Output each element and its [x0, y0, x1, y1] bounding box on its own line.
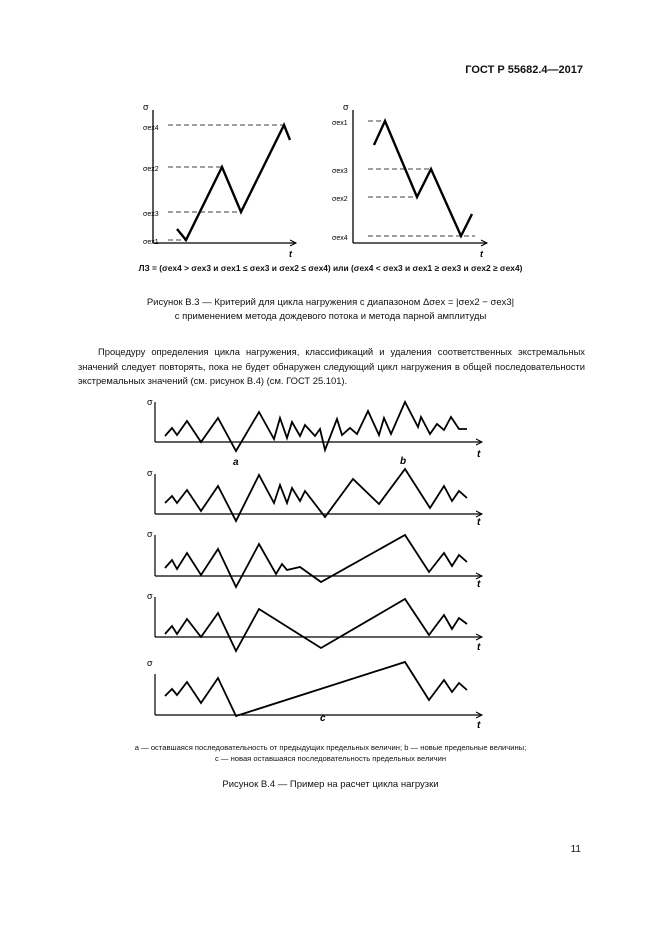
left-y-label: σ	[143, 102, 149, 112]
b4-y-label-3: σ	[147, 529, 153, 539]
sequence-2	[165, 469, 467, 521]
marker-a: a	[233, 457, 239, 468]
b4-y-label-2: σ	[147, 468, 153, 478]
left-level-1: σex4	[143, 125, 159, 132]
document-header: ГОСТ Р 55682.4—2017	[465, 64, 583, 76]
marker-b: b	[400, 456, 407, 467]
criterion-formula: ЛЗ = (σex4 > σex3 и σex1 ≤ σex3 и σex2 ≤ σex4) или (σex4 < σex3 и σex1 ≥ σex3 и σex2 ≥ σex4)	[138, 263, 523, 273]
sequence-3	[165, 535, 467, 587]
right-x-label: t	[480, 249, 483, 259]
figure-b3-caption-line1: Рисунок В.3 — Критерий для цикла нагружения с диапазоном Δσex = |σex2 − σex3|	[146, 297, 515, 308]
right-level-4: σex4	[332, 235, 348, 242]
right-level-1: σex1	[332, 120, 348, 127]
b4-x-label-2: t	[477, 517, 481, 528]
left-x-label: t	[289, 249, 292, 259]
left-level-2: σex2	[143, 166, 159, 173]
sequence-1	[165, 402, 467, 451]
right-level-3: σex2	[332, 196, 348, 203]
b4-x-label-5: t	[477, 720, 481, 731]
b4-x-label-4: t	[477, 642, 481, 653]
b4-x-label-3: t	[477, 579, 481, 590]
figure-b4-legend-line2: c — новая оставшаяся последовательность предельных величин	[214, 754, 447, 763]
figure-b4-legend-line1: a — оставшаяся последовательность от предыдущих предельных величин; b — новые предельные величины;	[134, 743, 527, 752]
figure-b3-caption-line2: с применением метода дождевого потока и метода парной амплитуды	[174, 311, 487, 322]
sequence-5	[165, 662, 467, 716]
b4-y-label-5: σ	[147, 658, 153, 668]
sequence-4	[165, 599, 467, 651]
b4-y-label-1: σ	[147, 397, 153, 407]
right-level-2: σex3	[332, 168, 348, 175]
body-paragraph-text: Процедуру определения цикла нагружения, классификаций и удаления соответственных экстремальных значений следует повторять, пока не будет обнаружен следующий цикл нагружения в общей последовательности экстремальных значений (см. рисунок В.4) (см. ГОСТ 25.101).	[78, 346, 585, 386]
right-y-label: σ	[343, 102, 349, 112]
left-level-4: σex1	[143, 239, 159, 246]
figure-b4-caption: Рисунок В.4 — Пример на расчет цикла нагрузки	[222, 779, 439, 790]
left-level-3: σex3	[143, 211, 159, 218]
b4-y-label-4: σ	[147, 591, 153, 601]
b4-x-label-1: t	[477, 449, 481, 460]
marker-c: c	[320, 713, 326, 724]
page-number: 11	[570, 844, 581, 855]
